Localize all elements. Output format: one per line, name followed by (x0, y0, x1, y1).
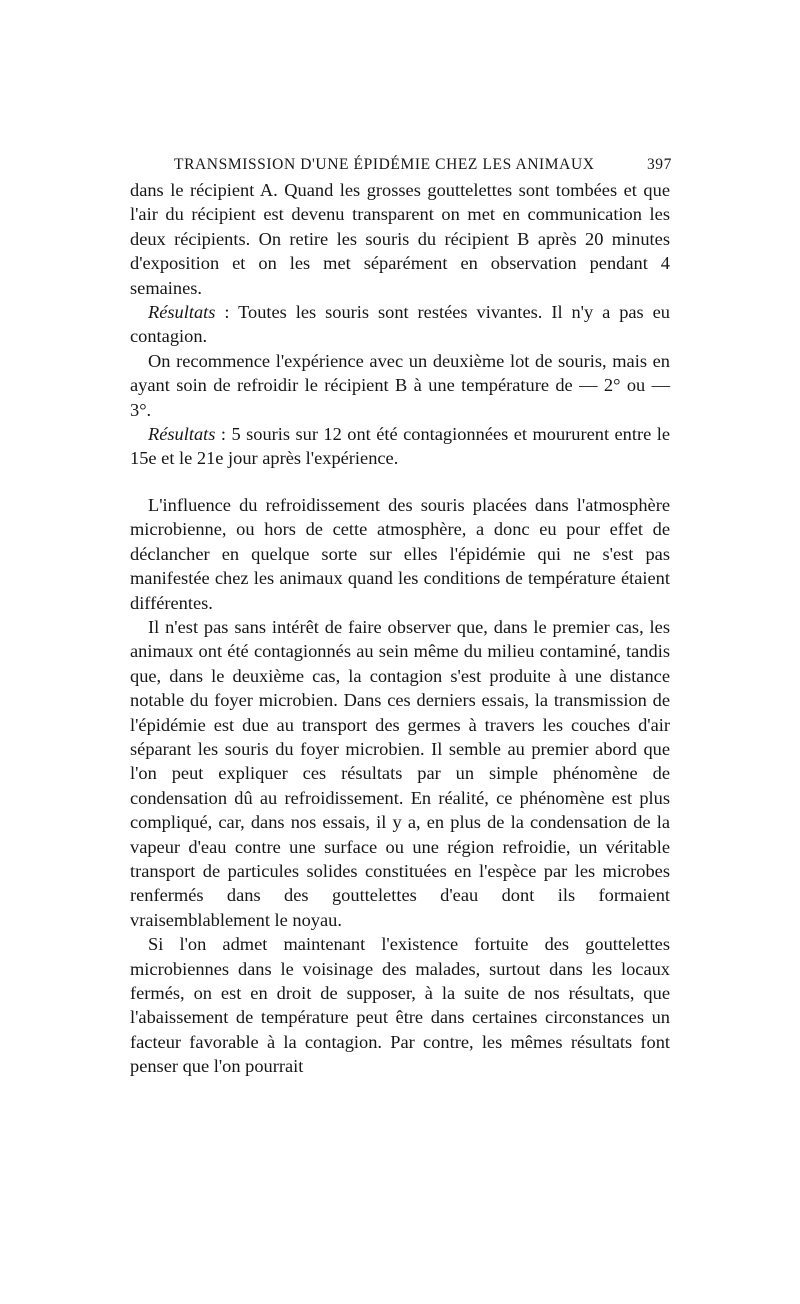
results-label: Résultats (148, 424, 216, 445)
paragraph-interest: Il n'est pas sans intérêt de faire observer que, dans le premier cas, les animaux ont été contagionnés au sein même du milieu contaminé, tandis que, dans le deuxième cas, la contagion s'est produite à une distance notable du foyer microbien. Dans ces derniers essais, la transmission de l'épidémie est due au transport des germes à travers les couches d'air séparant les souris du foyer microbien. Il semble au premier abord que l'on peut expliquer ces résultats par un simple phénomène de condensation dû au refroidissement. En réalité, ce phénomène est plus compliqué, car, dans nos essais, il y a, en plus de la condensation de la vapeur d'eau contre une surface ou une région refroidie, un véritable transport de particules solides constituées en l'espèce par les microbes renfermés dans des gouttelettes d'eau dont ils formaient vraisemblablement le noyau. (130, 616, 670, 930)
paragraph-conclusion: Si l'on admet maintenant l'existence fortuite des gouttelettes microbiennes dans le voisinage des malades, surtout dans les locaux fermés, on est en droit de supposer, à la suite de nos résultats, que l'abaissement de température peut être dans certaines circonstances un facteur favorable à la contagion. Par contre, les mêmes résultats font penser que l'on pourrait (130, 934, 670, 1077)
results-text: : 5 souris sur 12 ont été contagionnées et moururent entre le 15e et le 21e jour après l'expérience. (130, 424, 670, 469)
text-block-experiment (130, 178, 670, 471)
paragraph-results-2 (130, 422, 670, 471)
paragraph-continuation: dans le récipient A. Quand les grosses gouttelettes sont tombées et que l'air du récipient est devenu transparent on met en communication les deux récipients. On retire les souris du récipient B après 20 minutes d'exposition et on les met séparément en observation pendant 4 semaines. (130, 180, 670, 298)
section-gap (130, 471, 670, 493)
paragraph-second-trial: On recommence l'expérience avec un deuxième lot de souris, mais en ayant soin de refroidir le récipient B à une température de — 2° ou — 3°. (130, 350, 670, 420)
page-content (130, 152, 670, 1079)
text-block-discussion (130, 493, 670, 1079)
page-number: 397 (646, 156, 672, 173)
paragraph-influence: L'influence du refroidissement des souris placées dans l'atmosphère microbienne, ou hors de cette atmosphère, a donc eu pour effet de déclancher en quelque sorte sur elles l'épidémie qui ne s'est pas manifestée chez les animaux quand les conditions de température étaient différentes. (130, 494, 670, 613)
running-title: TRANSMISSION D'UNE ÉPIDÉMIE CHEZ LES ANIMAUX (174, 156, 595, 173)
results-text: : Toutes les souris sont restées vivantes. Il n'y a pas eu contagion. (130, 302, 670, 347)
paragraph-results-1 (130, 300, 670, 349)
results-label: Résultats (148, 302, 216, 323)
running-head (174, 152, 672, 178)
